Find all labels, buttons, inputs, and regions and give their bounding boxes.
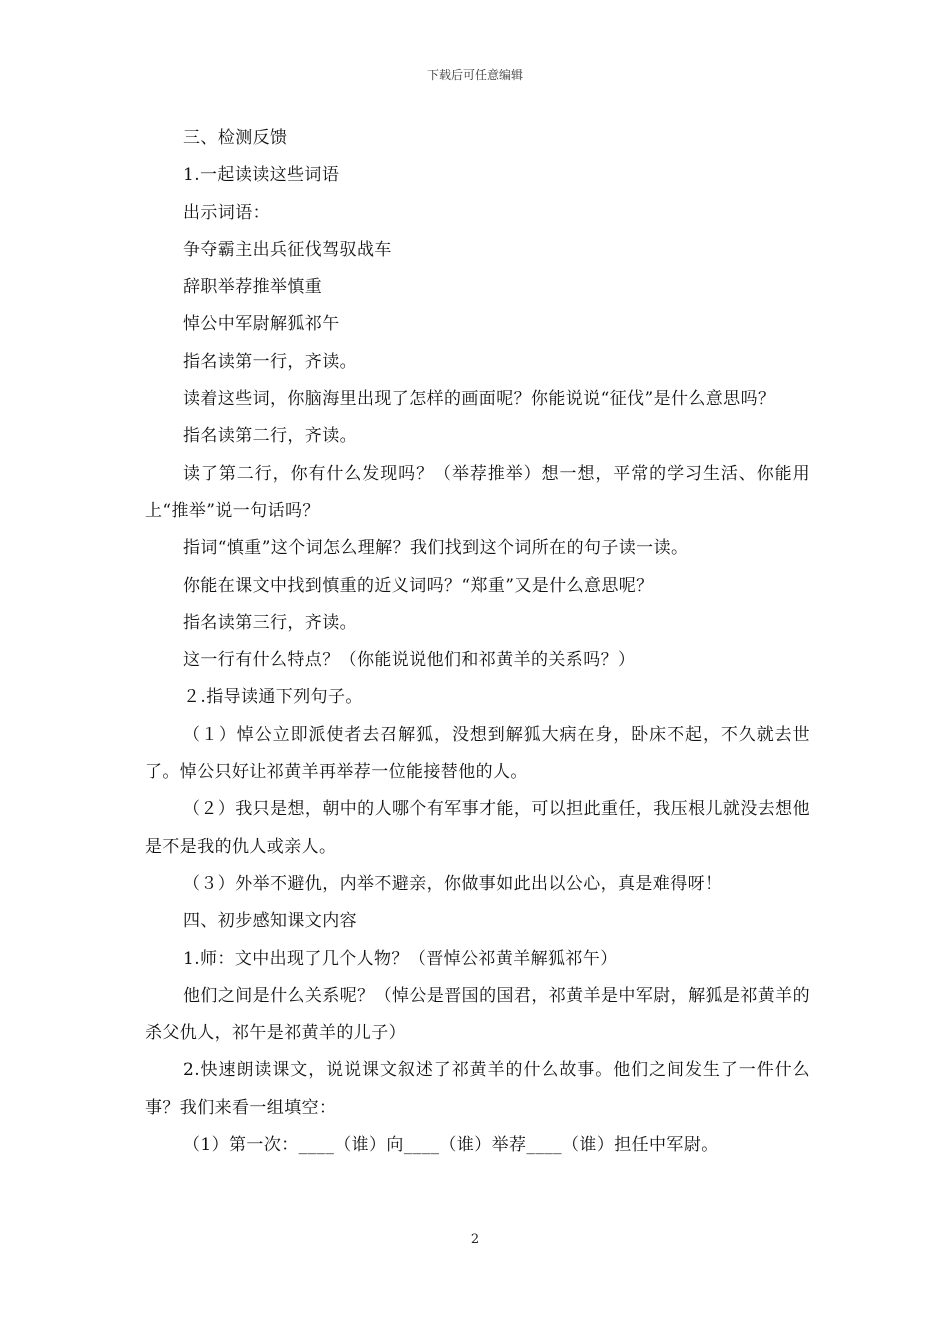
- paragraph: 读着这些词，你脑海里出现了怎样的画面呢？你能说说“征伐”是什么意思吗？: [183, 389, 776, 410]
- paragraph: 这一行有什么特点？（你能说说他们和祁黄羊的关系吗？）: [183, 650, 636, 671]
- paragraph: 1.一起读读这些词语: [183, 165, 340, 186]
- paragraph: ２.指导读通下列句子。: [183, 687, 363, 708]
- paragraph: 指名读第一行，齐读。: [183, 351, 357, 372]
- fill-in-blank: （1）第一次：____（谁）向____（谁）举荐____（谁）担任中军尉。: [183, 1135, 719, 1156]
- page-header: 下载后可任意编辑: [426, 68, 523, 82]
- example-sentence: （３）外举不避仇，内举不避亲，你做事如此出以公心，真是难得呀！: [183, 873, 723, 894]
- paragraph: 读了第二行，你有什么发现吗？（举荐推举）想一想，平常的学习生活、你能用上“推举”说一句话吗？: [145, 463, 810, 521]
- paragraph: 你能在课文中找到慎重的近义词吗？“郑重”又是什么意思呢？: [183, 575, 654, 596]
- paragraph: 指词“慎重”这个词怎么理解？我们找到这个词所在的句子读一读。: [183, 538, 689, 559]
- word-list-line: 悼公中军尉解狐祁午: [183, 314, 340, 335]
- document-body: [145, 120, 810, 1164]
- paragraph: 他们之间是什么关系呢？（悼公是晋国的国君，祁黄羊是中军尉，解狐是祁黄羊的杀父仇人，祁午是祁黄羊的儿子）: [145, 985, 810, 1044]
- paragraph: 指名读第三行，齐读。: [183, 612, 357, 633]
- section-heading-feedback: 三、检测反馈: [183, 128, 288, 148]
- example-sentence: （２）我只是想，朝中的人哪个有军事才能，可以担此重任，我压根儿就没去想他是不是我的仇人或亲人。: [145, 799, 810, 857]
- page-number: 2: [470, 1232, 480, 1247]
- paragraph: 1.师：文中出现了几个人物？（晋悼公祁黄羊解狐祁午）: [183, 948, 618, 969]
- section-heading-content: 四、初步感知课文内容: [183, 911, 357, 932]
- word-list-line: 争夺霸主出兵征伐驾驭战车: [183, 239, 392, 260]
- paragraph: 出示词语：: [183, 202, 270, 223]
- example-sentence: （１）悼公立即派使者去召解狐，没想到解狐大病在身，卧床不起，不久就去世了。悼公只好让祁黄羊再举荐一位能接替他的人。: [145, 724, 810, 783]
- word-list-line: 辞职举荐推举慎重: [183, 277, 323, 298]
- paragraph: 2.快速朗读课文，说说课文叙述了祁黄羊的什么故事。他们之间发生了一件什么事？我们来看一组填空：: [145, 1060, 810, 1118]
- paragraph: 指名读第二行，齐读。: [183, 426, 357, 447]
